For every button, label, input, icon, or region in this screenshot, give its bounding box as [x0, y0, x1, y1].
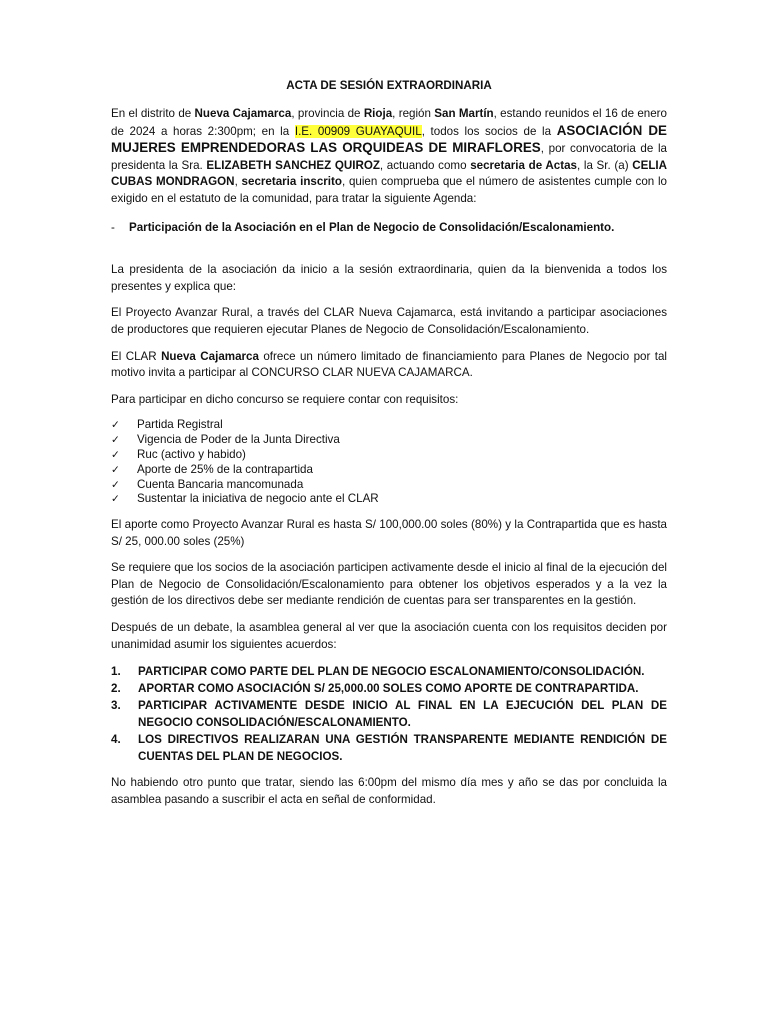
president-name: ELIZABETH SANCHEZ QUIROZ: [206, 158, 380, 172]
requirement-text: Vigencia de Poder de la Junta Directiva: [137, 433, 340, 447]
requirement-text: Aporte de 25% de la contrapartida: [137, 462, 313, 476]
agreement-number: 2.: [111, 682, 121, 696]
agenda-text: Participación de la Asociación en el Plan de Negocio de Consolidación/Escalonamiento.: [129, 220, 615, 234]
text-run: El CLAR: [111, 349, 162, 363]
secretary-name: CELIA CUBAS MONDRAGON: [111, 158, 667, 189]
paragraph-clar: [111, 349, 667, 382]
highlighted-school-name: I.E. 00909 GUAYAQUIL: [294, 124, 422, 138]
paragraph-funding: El aporte como Proyecto Avanzar Rural es hasta S/ 100,000.00 soles (80%) y la Contrapartida que es hasta S/ 25, 000.00 soles (25%): [111, 518, 667, 548]
text-run: ,: [234, 175, 242, 189]
paragraph-welcome: La presidenta de la asociación da inicio a la sesión extraordinaria, quien da la bienvenida a todos los presentes y explica que:: [111, 263, 667, 293]
agreement-text: PARTICIPAR ACTIVAMENTE DESDE INICIO AL FINAL EN LA EJECUCIÓN DEL PLAN DE NEGOCIO CONSOLIDACIÓN/ESCALONAMIENTO.: [138, 699, 667, 730]
text-run: , actuando como: [379, 158, 471, 172]
document-body: [111, 78, 667, 818]
district-name: Nueva Cajamarca: [194, 107, 292, 120]
clar-location: Nueva Cajamarca: [161, 349, 259, 363]
requirement-item: [111, 463, 667, 478]
paragraph-debate: Después de un debate, la asamblea general al ver que la asociación cuenta con los requisitos deciden por unanimidad asumir los siguientes acuerdos:: [111, 621, 667, 651]
agreement-text: LOS DIRECTIVOS REALIZARAN UNA GESTIÓN TRANSPARENTE MEDIANTE RENDICIÓN DE CUENTAS DEL PLAN DE NEGOCIOS.: [138, 733, 667, 764]
opening-paragraph: [111, 106, 667, 208]
role-label: secretaria de Actas: [470, 158, 577, 172]
text-run: , quien comprueba que el número de asistentes cumple con lo exigido en el estatuto de la comunidad, para tratar la siguiente Agenda:: [111, 175, 667, 205]
requirements-list: [111, 418, 667, 507]
agenda-item: [111, 220, 667, 237]
text-run: , todos los socios de la: [421, 124, 557, 138]
checkmark-icon: ✓: [111, 478, 120, 491]
requirement-text: Sustentar la iniciativa de negocio ante el CLAR: [137, 492, 379, 506]
agreement-item: [111, 663, 667, 680]
requirement-item: [111, 433, 667, 448]
text-run: , región: [392, 107, 435, 120]
paragraph-project: El Proyecto Avanzar Rural, a través del CLAR Nueva Cajamarca, está invitando a participar asociaciones de productores que requieren ejecutar Planes de Negocio de Consolidación/Escalonamiento.: [111, 306, 667, 336]
association-name: ASOCIACIÓN DE MUJERES EMPRENDEDORAS LAS ORQUIDEAS DE MIRAFLORES: [111, 122, 667, 156]
agreement-number: 3.: [111, 699, 121, 713]
agreements-list: [111, 663, 667, 765]
checkmark-icon: ✓: [111, 419, 120, 432]
agreement-item: [111, 697, 667, 731]
paragraph-participation: Se requiere que los socios de la asociación participen activamente desde el inicio al final de la ejecución del Plan de Negocio de Consolidación/Escalonamiento para obtener los objetivos esperados y a la vez la gestión de los directivos debe ser mediante rendición de cuentas para ser transparentes en la gestión.: [111, 561, 667, 608]
text-run: , estando reunidos el 16 de enero de 2024 a horas 2:300pm; en la: [111, 107, 667, 138]
text-run: ofrece un número limitado de financiamiento para Planes de Negocio por tal motivo invita a participar al CONCURSO CLAR NUEVA CAJAMARCA.: [111, 349, 667, 380]
requirement-item: [111, 448, 667, 463]
text-run: , por convocatoria de la presidenta la Sra.: [111, 142, 667, 172]
requirement-text: Cuenta Bancaria mancomunada: [137, 477, 304, 491]
checkmark-icon: ✓: [111, 493, 120, 506]
requirement-text: Partida Registral: [137, 418, 223, 432]
text-run: , la Sr. (a): [576, 158, 633, 172]
checkmark-icon: ✓: [111, 448, 120, 461]
agreement-text: PARTICIPAR COMO PARTE DEL PLAN DE NEGOCIO ESCALONAMIENTO/CONSOLIDACIÓN.: [138, 665, 645, 679]
spacer: [111, 236, 667, 262]
region-name: San Martín: [434, 107, 494, 120]
agreement-number: 1.: [111, 665, 121, 679]
agreement-text: APORTAR COMO ASOCIACIÓN S/ 25,000.00 SOLES COMO APORTE DE CONTRAPARTIDA.: [138, 682, 639, 696]
checkmark-icon: ✓: [111, 463, 120, 476]
province-name: Rioja: [363, 107, 393, 120]
agreement-item: [111, 680, 667, 697]
requirement-text: Ruc (activo y habido): [137, 447, 246, 461]
text-run: En el distrito de: [111, 107, 195, 120]
paragraph-requirements-intro: Para participar en dicho concurso se requiere contar con requisitos:: [111, 392, 459, 406]
paragraph-closing: No habiendo otro punto que tratar, siendo las 6:00pm del mismo día mes y año se das por concluida la asamblea pasando a suscribir el acta en señal de conformidad.: [111, 776, 667, 806]
checkmark-icon: ✓: [111, 434, 120, 447]
requirement-item: [111, 418, 667, 433]
agenda-bullet: -: [111, 220, 115, 234]
agreement-item: [111, 731, 667, 765]
secretary-role: secretaria inscrito: [241, 175, 342, 189]
requirement-item: [111, 492, 667, 507]
requirement-item: [111, 478, 667, 493]
text-run: , provincia de: [291, 107, 364, 120]
agreement-number: 4.: [111, 733, 121, 747]
document-title: ACTA DE SESIÓN EXTRAORDINARIA: [286, 79, 492, 92]
